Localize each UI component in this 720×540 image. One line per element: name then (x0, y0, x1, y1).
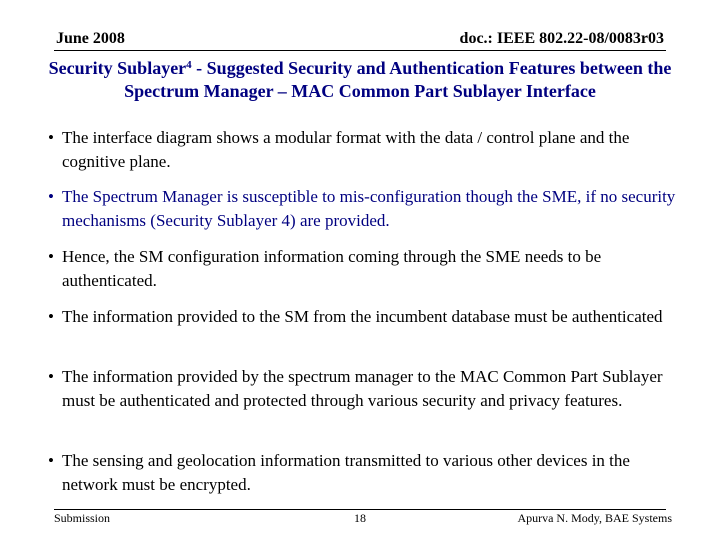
header-doc-id: doc.: IEEE 802.22-08/0083r03 (459, 30, 664, 47)
footer-author: Apurva N. Mody, BAE Systems (517, 511, 672, 525)
header-divider (54, 50, 666, 51)
bullet-item-4 (44, 305, 684, 329)
bullet-item-1 (44, 126, 684, 174)
bullet-marker: • (48, 247, 54, 266)
bullet-item-5 (44, 365, 684, 413)
bullet-item-3 (44, 245, 684, 293)
bullet-text: The information provided to the SM from the incumbent database must be authenticated (62, 307, 663, 326)
bullet-item-2 (44, 185, 684, 233)
bullet-item-6 (44, 449, 684, 497)
title-superscript: 4 (186, 59, 192, 71)
bullet-text: The interface diagram shows a modular format with the data / control plane and the cognitive plane. (62, 128, 630, 171)
bullet-text: The information provided by the spectrum manager to the MAC Common Part Sublayer must be authenticated and protected through various security and privacy features. (62, 367, 663, 410)
title-text-part2: - Suggested Security and Authentication Features between the Spectrum Manager – MAC Common Part Sublayer Interface (124, 58, 672, 101)
bullet-text: The sensing and geolocation information transmitted to various other devices in the network must be encrypted. (62, 451, 630, 494)
bullet-marker: • (48, 367, 54, 386)
slide-title (20, 57, 700, 103)
bullet-text: Hence, the SM configuration information coming through the SME needs to be authenticated. (62, 247, 602, 290)
title-text-part1: Security Sublayer (48, 58, 187, 78)
bullet-marker: • (48, 451, 54, 470)
footer-divider (54, 509, 666, 510)
bullet-marker: • (48, 307, 54, 326)
footer-submission: Submission (54, 511, 111, 525)
bullet-marker: • (48, 128, 54, 147)
footer-page-number: 18 (354, 511, 366, 525)
bullet-marker: • (48, 187, 54, 206)
bullet-text: The Spectrum Manager is susceptible to mis-configuration though the SME, if no security mechanisms (Security Sublayer 4) are provided. (62, 187, 676, 230)
header-date: June 2008 (56, 30, 125, 47)
